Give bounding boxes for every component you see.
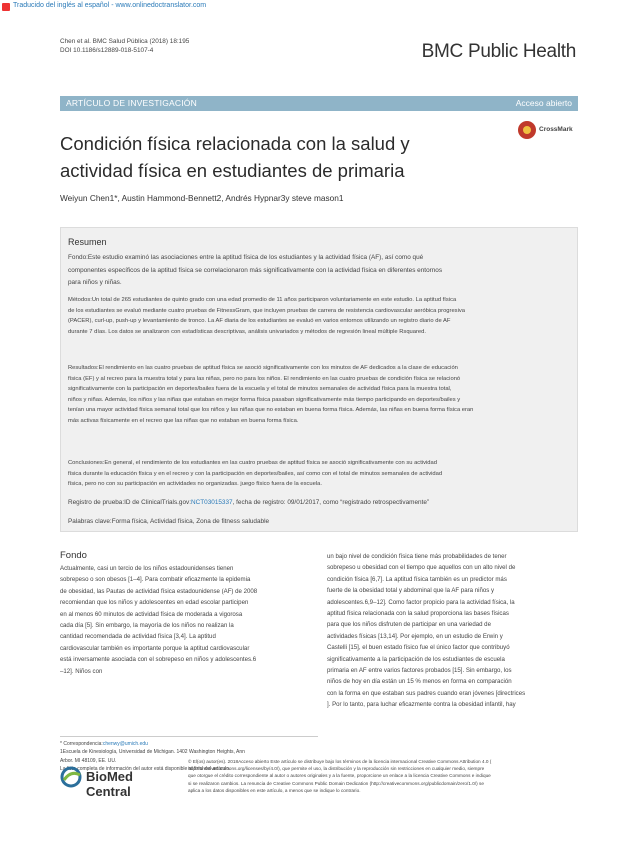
- abstract-line: Fondo:Este estudio examinó las asociaciones entre la aptitud física de los estudiantes y la actividad física (AF), así como qué: [68, 254, 424, 261]
- trial-registration-date: , fecha de registro: 09/01/2017, como “registrado retrospectivamente”: [232, 499, 430, 506]
- abstract-line: física (EF) y al recreo para la muestra total y para las niñas, pero no para los niños. El rendimiento en las cuatro pruebas de condición física se relacionó: [68, 375, 461, 382]
- open-access-label: Acceso abierto: [515, 98, 572, 108]
- abstract-box: [60, 227, 578, 532]
- correspondence-label: * Correspondencia:: [60, 741, 103, 747]
- author-info-note: La lista completa de información del autor está disponible al final del artículo.: [60, 766, 231, 773]
- body-column-left: [60, 563, 318, 677]
- abstract-line: Conclusiones:En general, el rendimiento de los estudiantes en las cuatro pruebas de aptitud física se asoció significativamente con su actividad: [68, 460, 437, 466]
- license-text: [188, 758, 578, 794]
- authors: Weiyun Chen1*, Austin Hammond-Bennett2, Andrés Hypnar3y steve mason1: [60, 193, 344, 203]
- correspondence: [60, 740, 318, 748]
- body-line: –12]. Niños con: [60, 667, 103, 675]
- body-line: con la forma en que estaban sus padres cuando eran jóvenes [directrices: [327, 689, 526, 697]
- body-line: fuerte de la obesidad total y abdominal que la AF para niños y: [327, 587, 495, 595]
- body-line: significativamente a la participación de los estudiantes de escuela: [327, 655, 505, 663]
- abstract-line: física durante la educación física y en el recreo y con la participación en deportes/bailes, así como con el total de minutos semanales de actividad: [68, 470, 443, 477]
- translator-text[interactable]: Traducido del inglés al español - www.onlinedoctranslator.com: [13, 2, 207, 9]
- translator-bar: [0, 0, 638, 14]
- body-line: un bajo nivel de condición física tiene más probabilidades de tener: [327, 553, 507, 560]
- body-line: aptitud física relacionada con la salud proporciona las bases físicas: [327, 610, 509, 618]
- abstract-line: de los estudiantes se evaluó mediante cuatro pruebas de FitnessGram, que incluyen pruebas de carrera de resistencia cardiovascular aeróbica progresiva: [68, 307, 465, 314]
- crossmark-icon: [518, 121, 536, 139]
- abstract-methods: [68, 295, 568, 337]
- crossmark-badge[interactable]: [518, 121, 578, 143]
- body-line: Castelli [15], el buen estado físico fue el único factor que contribuyó: [327, 644, 510, 652]
- abstract-line: niños y niñas. Además, los niños y las niñas que estaban en mejor forma física pasaban significativamente más tiempo participando en deportes/bailes y: [68, 396, 461, 403]
- body-line: de obesidad, las Pautas de actividad física estadounidense (AF) de 2008: [60, 587, 258, 595]
- body-column-right: [327, 551, 579, 711]
- body-line: está inversamente asociada con el sobrepeso en niños y adolescentes.6: [60, 656, 257, 664]
- body-line: niños de hoy en día están un 15 % menos en forma en comparación: [327, 678, 512, 686]
- biomed-central-icon: [60, 766, 84, 788]
- abstract-results: [68, 363, 568, 426]
- article-type-banner: [60, 96, 578, 111]
- doi[interactable]: DOI 10.1186/s12889-018-5107-4: [60, 47, 154, 54]
- biomed-central-name: BioMed Central: [86, 769, 133, 799]
- license-line: http://creativecommons.org/licenses/by/4.0/), que permite el uso, la distribución y la reproducción sin restricciones en cualquier medio, siempre: [188, 766, 485, 772]
- body-line: cantidad recomendada de actividad física [3,4]. La aptitud: [60, 633, 216, 641]
- body-line: primaria en AF entre varios factores probados [15]. Sin embargo, los: [327, 667, 512, 675]
- body-line: Actualmente, casi un tercio de los niños estadounidenses tienen: [60, 565, 234, 572]
- translator-icon: [2, 3, 10, 11]
- trial-registration-label: Registro de prueba:ID de ClinicalTrials.gov:: [68, 499, 192, 506]
- abstract-line: Resultados:El rendimiento en las cuatro pruebas de aptitud física se asoció significativamente con los minutos de AF dedicados a la clase de educación: [68, 365, 458, 371]
- journal-name: BMC Public Health: [421, 41, 576, 62]
- footnote-divider: [60, 736, 318, 737]
- abstract-line: durante 7 días. Los datos se analizaron con estadísticas descriptivas, análisis univariados y métodos de regresión lineal múltiple Rsquared.: [68, 328, 426, 335]
- abstract-line: física, pero no con su participación en actividades no organizadas. juego físico fuera de la escuela.: [68, 481, 322, 487]
- title-line: Condición física relacionada con la salud y: [60, 133, 410, 154]
- body-line: sobrepeso o son obesos [1–4]. Para combatir eficazmente la epidemia: [60, 576, 251, 584]
- abstract-heading: Resumen: [68, 237, 107, 247]
- email-link[interactable]: chenwy@umich.edu: [102, 741, 148, 747]
- biomed-central-logo: [60, 766, 180, 799]
- body-line: ]. Por lo tanto, para luchar eficazmente contra la obesidad infantil, hay: [327, 701, 516, 709]
- body-line: actividades físicas [13,14]. Por ejemplo, en un estudio de Erwin y: [327, 632, 503, 640]
- abstract-line: tenían una mayor actividad física semanal total que los niños y las niñas que no estaban en buena forma física. Además, las niñas en buena forma física eran: [68, 407, 474, 413]
- abstract-line: más activas físicamente en el recreo que las niñas que no estaban en buena forma física.: [68, 417, 299, 424]
- body-line: para que los niños disfruten de participar en una variedad de: [327, 621, 491, 629]
- body-line: adolescentes.6,9–12]. Como factor propicio para la actividad física, la: [327, 598, 515, 606]
- abstract-background: [68, 252, 568, 290]
- crossmark-label: CrossMark: [539, 126, 573, 133]
- affiliation: 1Escuela de Kinesiología, Universidad de Michigan. 1402 Washington Heights, Ann: [60, 749, 245, 756]
- abstract-line: componentes específicos de la aptitud física se correlacionaron más significativamente con la actividad física en diferentes entornos: [68, 266, 443, 274]
- license-line: © El(os) autor(es). 2018Acceso abierto Este artículo se distribuye bajo los términos de la licencia internacional Creative Commons Attribution 4.0 (: [188, 759, 492, 764]
- article-title: [60, 130, 490, 184]
- license-line: aplica a los datos disponibles en este artículo, a menos que se indique lo contrario.: [188, 787, 361, 793]
- abstract-line: (PACER), curl-up, push-up y levantamiento de tronco. La AF diaria de los estudiantes se evaluó en varios entornos utilizando un registro diario de AF: [68, 318, 451, 324]
- abstract-conclusions: [68, 458, 568, 490]
- body-line: en al menos 60 minutos de actividad física de moderada a vigorosa: [60, 610, 243, 618]
- body-line: sobrepeso u obesidad con el tiempo que aquellos con un alto nivel de: [327, 564, 516, 572]
- license-line: si se realizaron cambios. La renuncia de Creative Commons Public Domain Dedication (http://creativecommons.org/publicdomain/zero/1.0/) se: [188, 780, 484, 786]
- abstract-line: Métodos:Un total de 265 estudiantes de quinto grado con una edad promedio de 11 años participaron voluntariamente en este estudio. La aptitud física: [68, 297, 457, 303]
- trial-registration: [68, 498, 568, 509]
- body-line: condición física [6,7]. La aptitud física también es un predictor más: [327, 575, 507, 583]
- body-line: cada día [5]. Sin embargo, la mayoría de los niños no realizan la: [60, 622, 234, 630]
- trial-id-link[interactable]: NCT03015337: [191, 499, 233, 506]
- article-type: ARTÍCULO DE INVESTIGACIÓN: [66, 98, 197, 108]
- title-line: actividad física en estudiantes de primaria: [60, 160, 405, 181]
- section-heading-fondo: Fondo: [60, 550, 87, 561]
- affiliation: Arbor. MI 48109, EE. UU.: [60, 757, 117, 764]
- abstract-line: significativamente con la participación en deportes/bailes fuera de la escuela y el total de minutos semanales de actividad física para la muestra total,: [68, 386, 452, 392]
- license-line: que otorgue el crédito correspondiente al autor o autores originales y a la fuente, proporcione un enlace a la licencia Creative Commons e indique: [188, 773, 491, 779]
- keywords: Palabras clave:Forma física, Actividad física, Zona de fitness saludable: [68, 518, 270, 525]
- abstract-line: para niños y niñas.: [68, 279, 122, 286]
- body-line: recomiendan que los niños y adolescentes en edad escolar participen: [60, 599, 249, 607]
- body-line: cardiovascular también es importante porque la aptitud cardiovascular: [60, 644, 250, 652]
- citation: Chen et al. BMC Salud Pública (2018) 18:195: [60, 38, 190, 45]
